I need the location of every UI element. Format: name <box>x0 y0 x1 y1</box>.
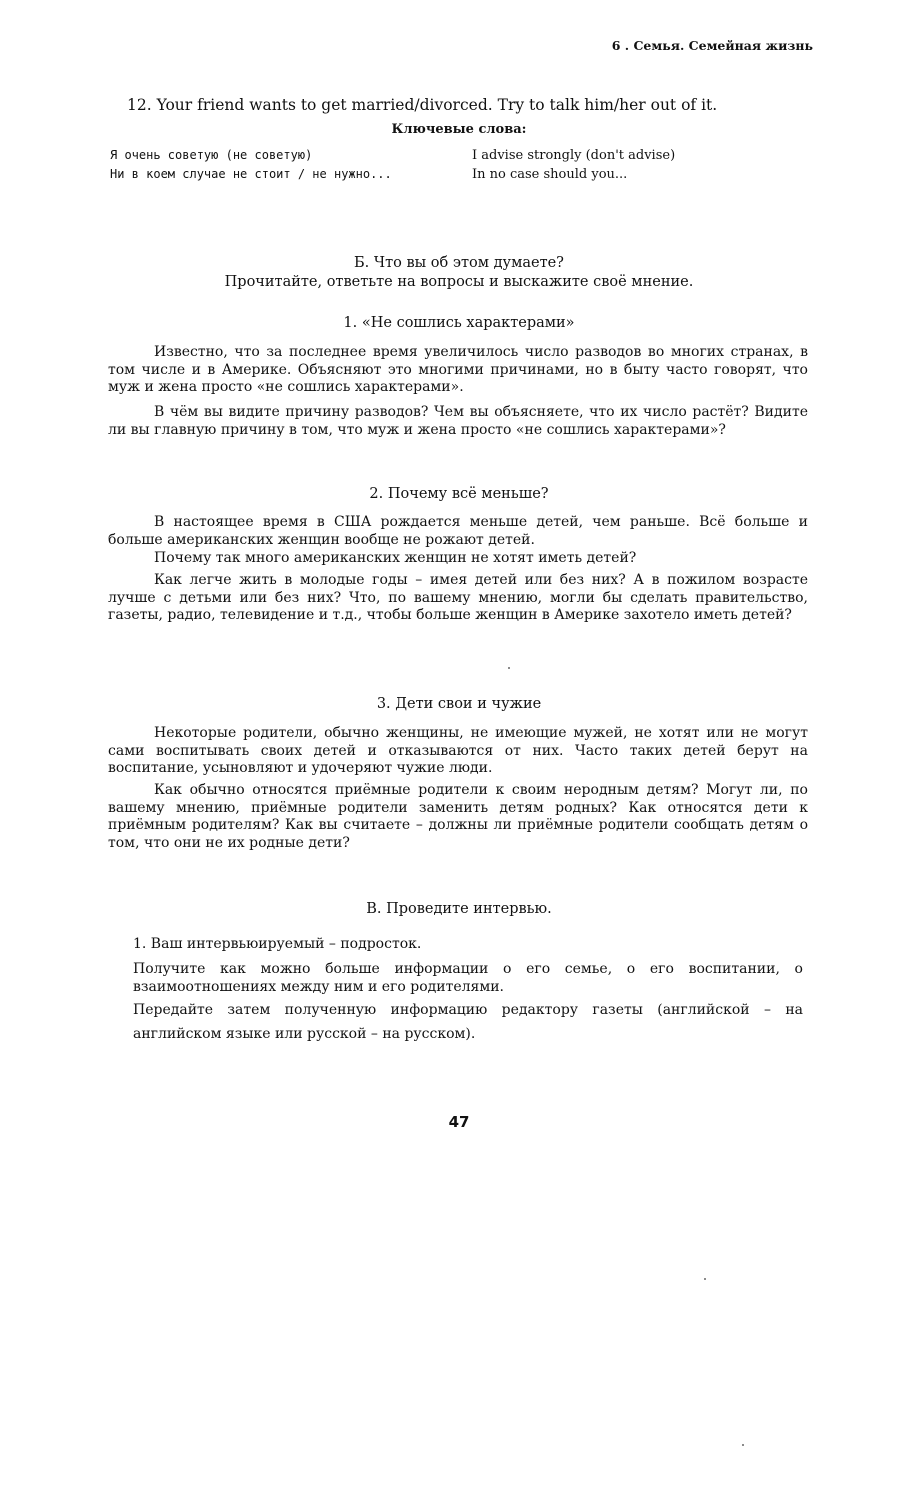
interview-item-1: 1. Ваш интервьюируемый – подросток. <box>133 936 422 952</box>
keywords-title: Ключевые слова: <box>391 122 527 137</box>
topic-1-paragraph-1: Известно, что за последнее время увеличилось число разводов во многих странах, в том числе и в Америке. Объясняют это многими причинами, но в быту часто говорят, что муж и жена просто «не сошлись характерами». <box>108 344 808 395</box>
topic-2-title: 2. Почему всё меньше? <box>369 486 549 502</box>
keyword-ru-2: Ни в коем случае не стоит / не нужно... <box>110 167 392 181</box>
topic-3-paragraph-2: Как обычно относятся приёмные родители к своим неродным детям? Могут ли, по вашему мнению, приёмные родители заменить детям родных? Как относятся дети к приёмным родителям? Как вы считаете – должны ли приёмные родители сообщать детям о том, что они не их родные дети? <box>108 782 808 851</box>
section-b-title: Б. Что вы об этом думаете? <box>354 255 564 271</box>
topic-2-paragraph-2: Почему так много американских женщин не хотят иметь детей? <box>154 550 637 566</box>
section-b-subtitle: Прочитайте, ответьте на вопросы и выскажите своё мнение. <box>224 274 694 290</box>
print-speck <box>508 667 510 669</box>
keyword-en-1: I advise strongly (don't advise) <box>472 148 676 163</box>
topic-3-title: 3. Дети свои и чужие <box>376 696 542 712</box>
topic-2-paragraph-3: Как легче жить в молодые годы – имея детей или без них? А в пожилом возрасте лучше с детьми или без них? Что, по вашему мнению, могли бы сделать правительство, газеты, радио, телевидение и т.д., чтобы больше женщин в Америке захотело иметь детей? <box>108 572 808 623</box>
interview-paragraph-2: Передайте затем полученную информацию редактору газеты (английской – на английском языке или русской – на русском). <box>133 1002 803 1042</box>
running-header: 6 . Семья. Семейная жизнь <box>611 38 813 53</box>
topic-1-title: 1. «Не сошлись характерами» <box>343 315 575 331</box>
section-v-title: В. Проведите интервью. <box>366 901 552 917</box>
keyword-ru-1: Я очень советую (не советую) <box>110 148 313 162</box>
print-speck <box>704 1278 706 1280</box>
keyword-en-2: In no case should you... <box>472 167 628 182</box>
interview-paragraph-1: Получите как можно больше информации о его семье, о его воспитании, о взаимоотношениях между ним и его родителями. <box>133 961 803 995</box>
topic-3-paragraph-1: Некоторые родители, обычно женщины, не имеющие мужей, не хотят или не могут сами воспитывать своих детей и отказываются от них. Часто таких детей берут на воспитание, усыновляют и удочеряют чужие люди. <box>108 725 808 776</box>
print-speck <box>742 1444 744 1446</box>
task-12-prompt: 12. Your friend wants to get married/divorced. Try to talk him/her out of it. <box>127 96 718 114</box>
topic-2-paragraph-1: В настоящее время в США рождается меньше детей, чем раньше. Всё больше и больше американских женщин вообще не рожают детей. <box>108 514 808 548</box>
topic-1-paragraph-2: В чём вы видите причину разводов? Чем вы объясняете, что их число растёт? Видите ли вы главную причину в том, что муж и жена просто «не сошлись характерами»? <box>108 404 808 438</box>
page-number: 47 <box>448 1113 470 1131</box>
